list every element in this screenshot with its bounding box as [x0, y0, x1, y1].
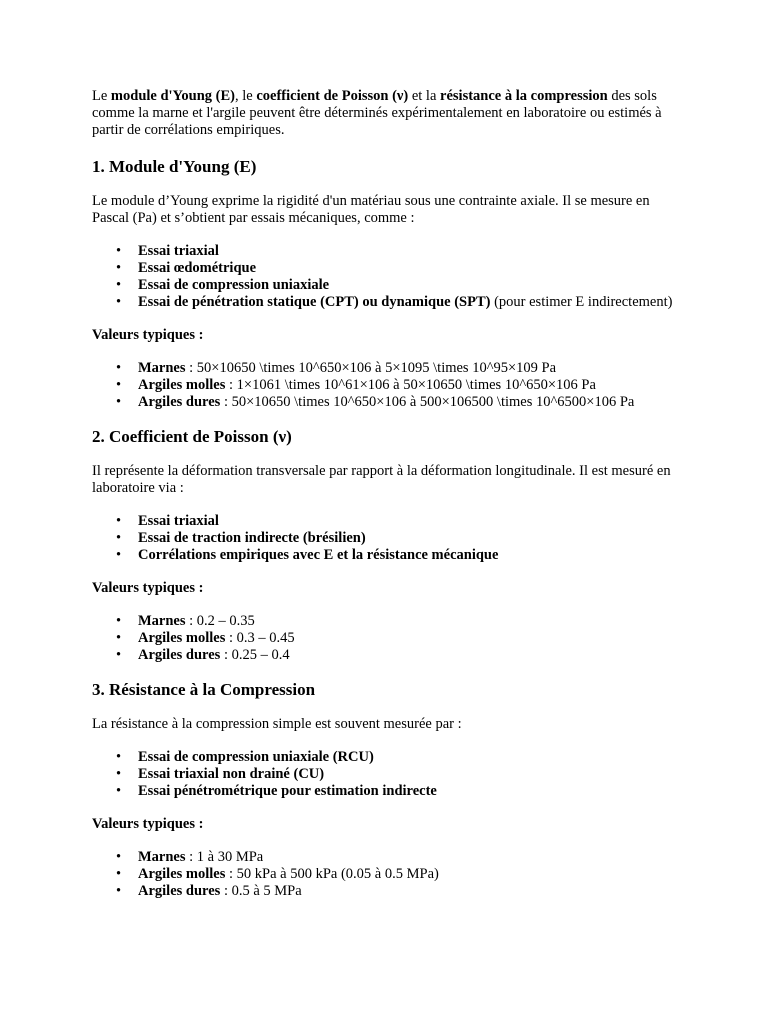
list-item	[116, 849, 682, 866]
list-item	[116, 783, 682, 800]
item-text: : 50×10650 \times 10^650×106 à 500×106500 \times 10^6500×106 Pa	[220, 394, 635, 410]
bullet-icon: •	[116, 294, 122, 310]
item-text: : 0.5 à 5 MPa	[220, 883, 302, 899]
section-title: 3. Résistance à la Compression	[92, 680, 316, 699]
section-paragraph: Il représente la déformation transversale par rapport à la déformation longitudinale. Il est mesuré en laboratoire via :	[92, 463, 671, 496]
list-item	[116, 377, 682, 394]
bullet-icon: •	[116, 394, 122, 410]
list-item	[116, 294, 682, 311]
item-bold: Corrélations empiriques avec E et la résistance mécanique	[138, 547, 499, 563]
item-text: : 0.2 – 0.35	[185, 613, 255, 629]
bullet-icon: •	[116, 630, 122, 646]
typical-values-label: Valeurs typiques :	[92, 580, 204, 596]
intro-text: et la	[408, 88, 441, 104]
intro-text: des sols comme la marne et l'argile peuvent être déterminés expérimentalement en laboratoire ou estimés à partir de corrélations empiriques.	[92, 88, 662, 138]
item-text: : 50 kPa à 500 kPa (0.05 à 0.5 MPa)	[225, 866, 439, 882]
bullet-icon: •	[116, 647, 122, 663]
section-paragraph: La résistance à la compression simple est souvent mesurée par :	[92, 716, 462, 732]
item-text: (pour estimer E indirectement)	[490, 294, 673, 310]
list-item	[116, 547, 682, 564]
bullet-icon: •	[116, 513, 122, 529]
bullet-icon: •	[116, 883, 122, 899]
section-paragraph: Le module d’Young exprime la rigidité d'un matériau sous une contrainte axiale. Il se mesure en Pascal (Pa) et s’obtient par essais mécaniques, comme :	[92, 193, 650, 226]
list-item	[116, 360, 682, 377]
item-bold: Essai triaxial	[138, 513, 219, 529]
item-bold: Essai triaxial	[138, 243, 219, 259]
item-bold: Essai de traction indirecte (brésilien)	[138, 530, 366, 546]
methods-list	[92, 243, 682, 311]
list-item	[116, 243, 682, 260]
list-item	[116, 647, 682, 664]
item-bold: Argiles molles	[138, 866, 226, 882]
bullet-icon: •	[116, 360, 122, 376]
bullet-icon: •	[116, 260, 122, 276]
item-bold: Argiles dures	[138, 394, 221, 410]
list-item	[116, 277, 682, 294]
methods-list	[92, 513, 682, 564]
list-item	[116, 394, 682, 411]
item-bold: Argiles molles	[138, 377, 226, 393]
intro-bold-young: module d'Young (E)	[110, 88, 236, 104]
item-bold: Marnes	[138, 613, 186, 629]
bullet-icon: •	[116, 749, 122, 765]
list-item	[116, 630, 682, 647]
bullet-icon: •	[116, 783, 122, 799]
intro-paragraph	[92, 88, 682, 139]
bullet-icon: •	[116, 766, 122, 782]
item-bold: Marnes	[138, 849, 186, 865]
bullet-icon: •	[116, 530, 122, 546]
values-list	[92, 360, 682, 411]
item-text: : 50×10650 \times 10^650×106 à 5×1095 \times 10^95×109 Pa	[185, 360, 557, 376]
list-item	[116, 866, 682, 883]
item-bold: Essai de compression uniaxiale	[138, 277, 330, 293]
item-text: : 1 à 30 MPa	[185, 849, 264, 865]
bullet-icon: •	[116, 849, 122, 865]
item-bold: Essai triaxial non drainé (CU)	[138, 766, 325, 782]
item-text: : 0.3 – 0.45	[225, 630, 295, 646]
typical-values-label: Valeurs typiques :	[92, 816, 204, 832]
list-item	[116, 613, 682, 630]
item-bold: Essai de compression uniaxiale (RCU)	[138, 749, 374, 765]
section-title: 2. Coefficient de Poisson (ν)	[92, 427, 292, 446]
typical-values-label: Valeurs typiques :	[92, 327, 204, 343]
document-page	[92, 88, 682, 916]
bullet-icon: •	[116, 613, 122, 629]
list-item	[116, 749, 682, 766]
item-bold: Essai pénétrométrique pour estimation indirecte	[138, 783, 437, 799]
methods-list	[92, 749, 682, 800]
item-bold: Argiles dures	[138, 647, 221, 663]
values-list	[92, 849, 682, 900]
bullet-icon: •	[116, 377, 122, 393]
list-item	[116, 530, 682, 547]
intro-bold-compression: résistance à la compression	[440, 88, 608, 104]
list-item	[116, 260, 682, 277]
bullet-icon: •	[116, 547, 122, 563]
item-bold: Argiles dures	[138, 883, 221, 899]
list-item	[116, 513, 682, 530]
intro-text: Le	[92, 88, 111, 104]
item-bold: Argiles molles	[138, 630, 226, 646]
bullet-icon: •	[116, 277, 122, 293]
values-list	[92, 613, 682, 664]
list-item	[116, 766, 682, 783]
item-bold: Marnes	[138, 360, 186, 376]
section-title: 1. Module d'Young (E)	[92, 157, 257, 176]
item-text: : 1×1061 \times 10^61×106 à 50×10650 \times 10^650×106 Pa	[225, 377, 596, 393]
list-item	[116, 883, 682, 900]
item-bold: Essai de pénétration statique (CPT) ou dynamique (SPT)	[138, 294, 491, 310]
bullet-icon: •	[116, 866, 122, 882]
item-text: : 0.25 – 0.4	[220, 647, 290, 663]
item-bold: Essai œdométrique	[138, 260, 257, 276]
intro-bold-poisson: coefficient de Poisson (ν)	[256, 88, 409, 104]
intro-text: , le	[235, 88, 257, 104]
bullet-icon: •	[116, 243, 122, 259]
